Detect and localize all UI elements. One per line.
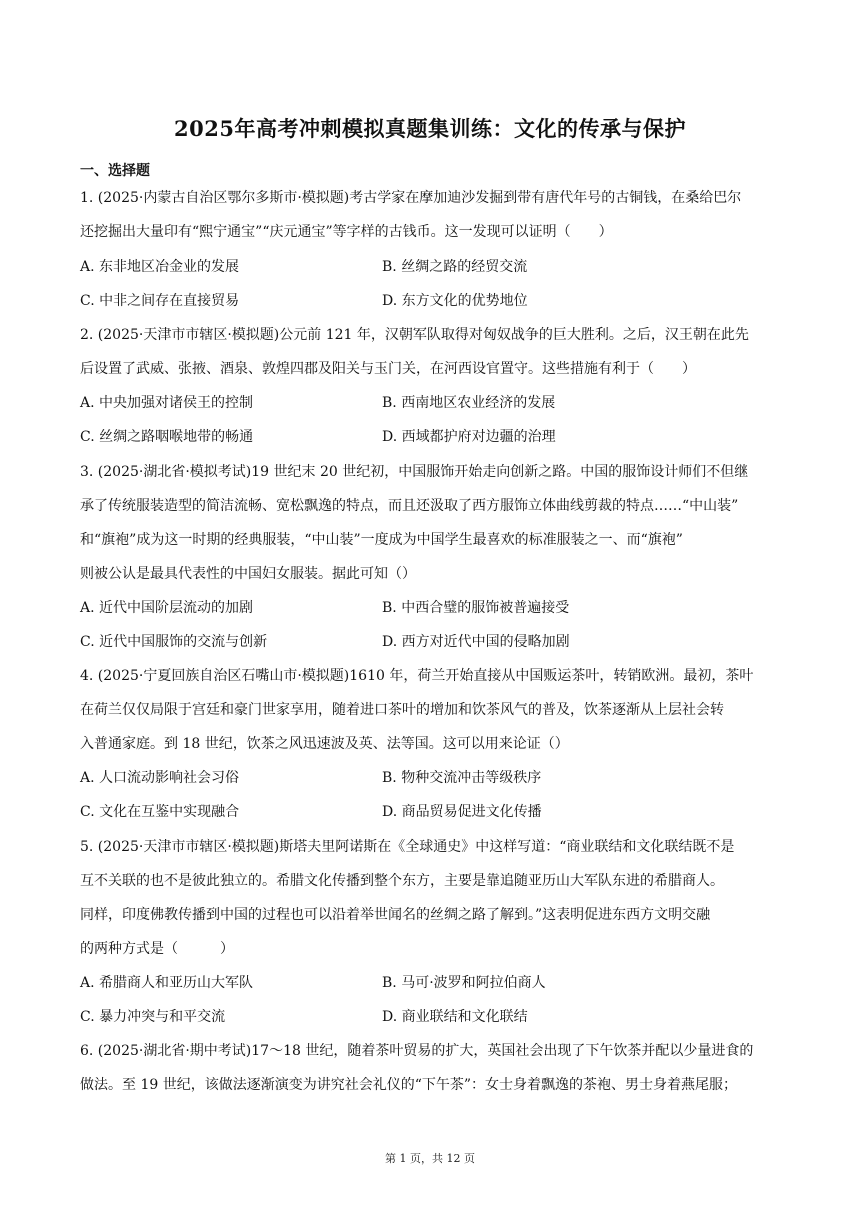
question-4-option-c: C. 文化在互鉴中实现融合 <box>80 804 240 820</box>
question-4-option-a: A. 人口流动影响社会习俗 <box>80 770 240 786</box>
question-5-option-b: B. 马可·波罗和阿拉伯商人 <box>382 975 546 991</box>
question-5-line-1: 5. (2025·天津市市辖区·模拟题)斯塔夫里阿诺斯在《全球通史》中这样写道：“商业联结和文化联结既不是 <box>80 839 735 855</box>
document-title: 2025年高考冲刺模拟真题集训练：文化的传承与保护 <box>174 116 686 141</box>
question-5-line-3: 同样，印度佛教传播到中国的过程也可以沿着举世闻名的丝绸之路了解到。”这表明促进东西方文明交融 <box>80 907 711 923</box>
question-5-option-d: D. 商业联结和文化联结 <box>382 1009 528 1025</box>
question-2-option-c: C. 丝绸之路咽喉地带的畅通 <box>80 429 254 445</box>
question-1-option-c: C. 中非之间存在直接贸易 <box>80 293 240 309</box>
question-2-line-1: 2. (2025·天津市市辖区·模拟题)公元前 121 年，汉朝军队取得对匈奴战争的巨大胜利。之后，汉王朝在此先 <box>80 327 749 343</box>
question-2-option-b: B. 西南地区农业经济的发展 <box>382 395 556 411</box>
page-footer: 第 1 页，共 12 页 <box>385 1152 475 1165</box>
question-3-line-2: 承了传统服装造型的简洁流畅、宽松飘逸的特点，而且还汲取了西方服饰立体曲线剪裁的特点……“中山装” <box>80 498 739 514</box>
section-heading: 一、选择题 <box>80 163 150 179</box>
question-3-option-c: C. 近代中国服饰的交流与创新 <box>80 634 268 650</box>
question-1-line-1: 1. (2025·内蒙古自治区鄂尔多斯市·模拟题)考古学家在摩加迪沙发掘到带有唐代年号的古铜钱，在桑给巴尔 <box>80 190 742 206</box>
question-5-option-a: A. 希腊商人和亚历山大军队 <box>80 975 254 991</box>
question-6-line-2: 做法。至 19 世纪，该做法逐渐演变为讲究社会礼仪的“下午茶”：女士身着飘逸的茶袍、男士身着燕尾服； <box>80 1077 738 1093</box>
question-3-option-b: B. 中西合璧的服饰被普遍接受 <box>382 600 570 616</box>
question-3-line-1: 3. (2025·湖北省·模拟考试)19 世纪末 20 世纪初，中国服饰开始走向创新之路。中国的服饰设计师们不但继 <box>80 464 749 480</box>
question-2-line-2: 后设置了武威、张掖、酒泉、敦煌四郡及阳关与玉门关，在河西设官置守。这些措施有利于（ ） <box>80 361 696 377</box>
question-6-line-1: 6. (2025·湖北省·期中考试)17～18 世纪，随着茶叶贸易的扩大，英国社会出现了下午饮茶并配以少量进食的 <box>80 1043 754 1059</box>
question-3-option-a: A. 近代中国阶层流动的加剧 <box>80 600 254 616</box>
question-3-line-3: 和“旗袍”成为这一时期的经典服装，“中山装”一度成为中国学生最喜欢的标准服装之一、而“旗袍” <box>80 532 683 548</box>
question-1-line-2: 还挖掘出大量印有“熙宁通宝”“庆元通宝”等字样的古钱币。这一发现可以证明（ ） <box>80 224 613 240</box>
question-3-line-4: 则被公认是最具代表性的中国妇女服装。据此可知（） <box>80 566 416 582</box>
question-1-option-d: D. 东方文化的优势地位 <box>382 293 528 309</box>
question-2-option-a: A. 中央加强对诸侯王的控制 <box>80 395 254 411</box>
question-3-option-d: D. 西方对近代中国的侵略加剧 <box>382 634 570 650</box>
question-2-option-d: D. 西域都护府对边疆的治理 <box>382 429 556 445</box>
question-5-line-4: 的两种方式是（ ） <box>80 941 234 957</box>
question-4-option-d: D. 商品贸易促进文化传播 <box>382 804 542 820</box>
question-1-option-a: A. 东非地区冶金业的发展 <box>80 259 240 275</box>
question-4-line-1: 4. (2025·宁夏回族自治区石嘴山市·模拟题)1610 年，荷兰开始直接从中国贩运茶叶，转销欧洲。最初，茶叶 <box>80 668 754 684</box>
question-5-option-c: C. 暴力冲突与和平交流 <box>80 1009 226 1025</box>
question-1-option-b: B. 丝绸之路的经贸交流 <box>382 259 528 275</box>
question-5-line-2: 互不关联的也不是彼此独立的。希腊文化传播到整个东方，主要是靠追随亚历山大军队东进的希腊商人。 <box>80 873 724 889</box>
question-4-line-2: 在荷兰仅仅局限于宫廷和豪门世家享用，随着进口茶叶的增加和饮茶风气的普及，饮茶逐渐从上层社会转 <box>80 702 724 718</box>
question-4-option-b: B. 物种交流冲击等级秩序 <box>382 770 542 786</box>
question-4-line-3: 入普通家庭。到 18 世纪，饮茶之风迅速波及英、法等国。这可以用来论证（） <box>80 736 569 752</box>
